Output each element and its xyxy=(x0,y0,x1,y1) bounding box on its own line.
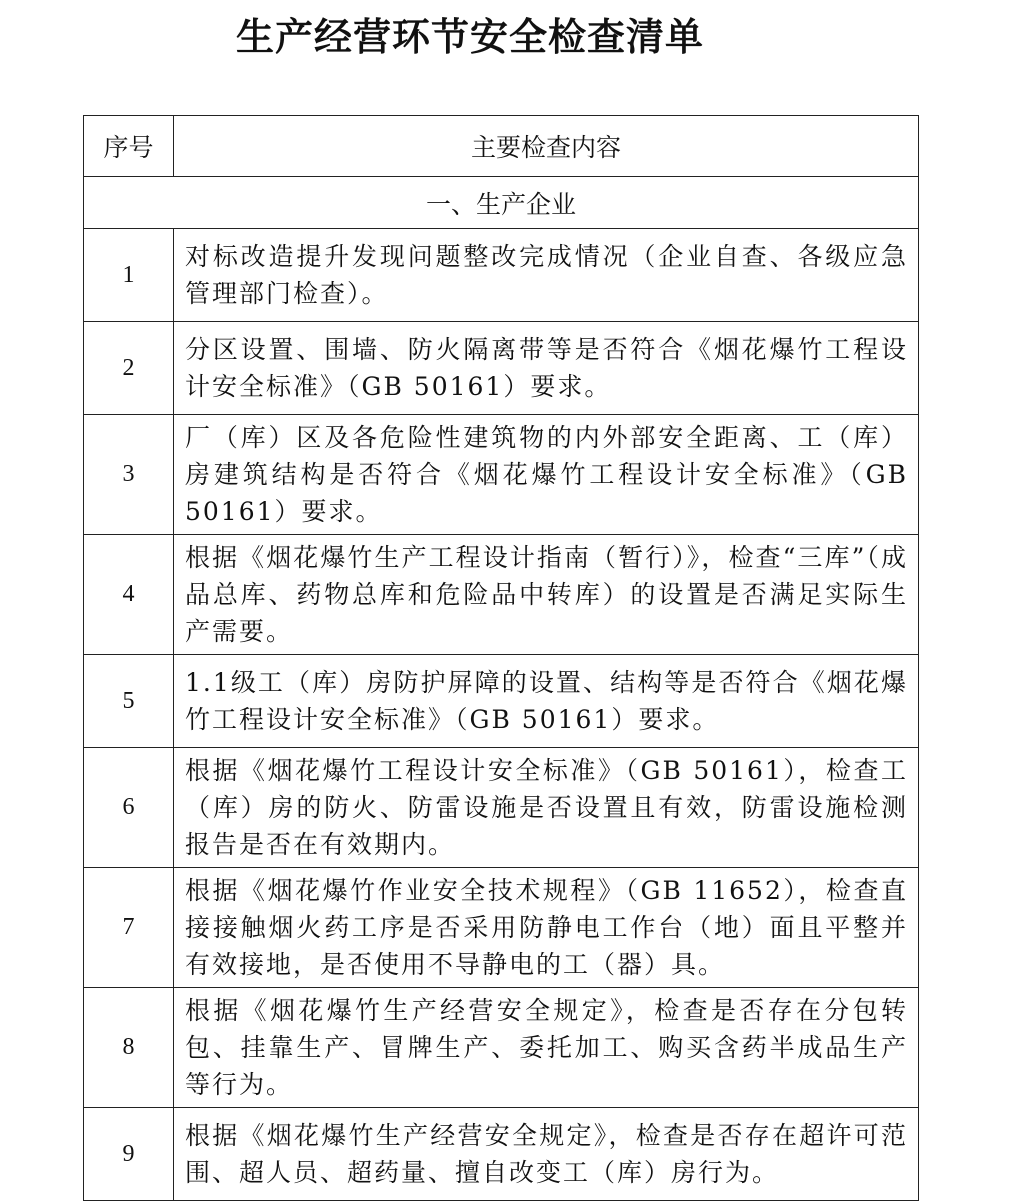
row-number: 2 xyxy=(84,322,174,415)
row-number: 5 xyxy=(84,655,174,748)
table-row xyxy=(84,868,919,988)
table-row xyxy=(84,655,919,748)
table-row xyxy=(84,415,919,535)
row-number: 4 xyxy=(84,535,174,655)
row-content: 根据《烟花爆竹生产工程设计指南（暂行）》，检查“三库”（成品总库、药物总库和危险品中转库）的设置是否满足实际生产需要。 xyxy=(174,535,919,655)
header-no: 序号 xyxy=(84,116,174,177)
checklist-table xyxy=(83,115,919,1201)
row-number: 3 xyxy=(84,415,174,535)
row-content: 1.1级工（库）房防护屏障的设置、结构等是否符合《烟花爆竹工程设计安全标准》（GB 50161）要求。 xyxy=(174,655,919,748)
row-number: 7 xyxy=(84,868,174,988)
table-row xyxy=(84,322,919,415)
section-title: 一、生产企业 xyxy=(84,177,919,229)
table-row xyxy=(84,988,919,1108)
row-content: 根据《烟花爆竹生产经营安全规定》，检查是否存在分包转包、挂靠生产、冒牌生产、委托加工、购买含药半成品生产等行为。 xyxy=(174,988,919,1108)
section-row xyxy=(84,177,919,229)
row-content: 分区设置、围墙、防火隔离带等是否符合《烟花爆竹工程设计安全标准》（GB 50161）要求。 xyxy=(174,322,919,415)
table-row xyxy=(84,748,919,868)
table-row xyxy=(84,1108,919,1201)
row-number: 6 xyxy=(84,748,174,868)
row-content: 根据《烟花爆竹作业安全技术规程》（GB 11652），检查直接接触烟火药工序是否采用防静电工作台（地）面且平整并有效接地，是否使用不导静电的工（器）具。 xyxy=(174,868,919,988)
table-header-row xyxy=(84,116,919,177)
row-content: 根据《烟花爆竹生产经营安全规定》，检查是否存在超许可范围、超人员、超药量、擅自改变工（库）房行为。 xyxy=(174,1108,919,1201)
row-content: 根据《烟花爆竹工程设计安全标准》（GB 50161），检查工（库）房的防火、防雷设施是否设置且有效，防雷设施检测报告是否在有效期内。 xyxy=(174,748,919,868)
table-row xyxy=(84,229,919,322)
row-number: 1 xyxy=(84,229,174,322)
row-number: 8 xyxy=(84,988,174,1108)
row-content: 厂（库）区及各危险性建筑物的内外部安全距离、工（库）房建筑结构是否符合《烟花爆竹工程设计安全标准》（GB 50161）要求。 xyxy=(174,415,919,535)
row-number: 9 xyxy=(84,1108,174,1201)
row-content: 对标改造提升发现问题整改完成情况（企业自查、各级应急管理部门检查）。 xyxy=(174,229,919,322)
table-row xyxy=(84,535,919,655)
header-content: 主要检查内容 xyxy=(174,116,919,177)
document-title: 生产经营环节安全检查清单 xyxy=(235,14,704,59)
